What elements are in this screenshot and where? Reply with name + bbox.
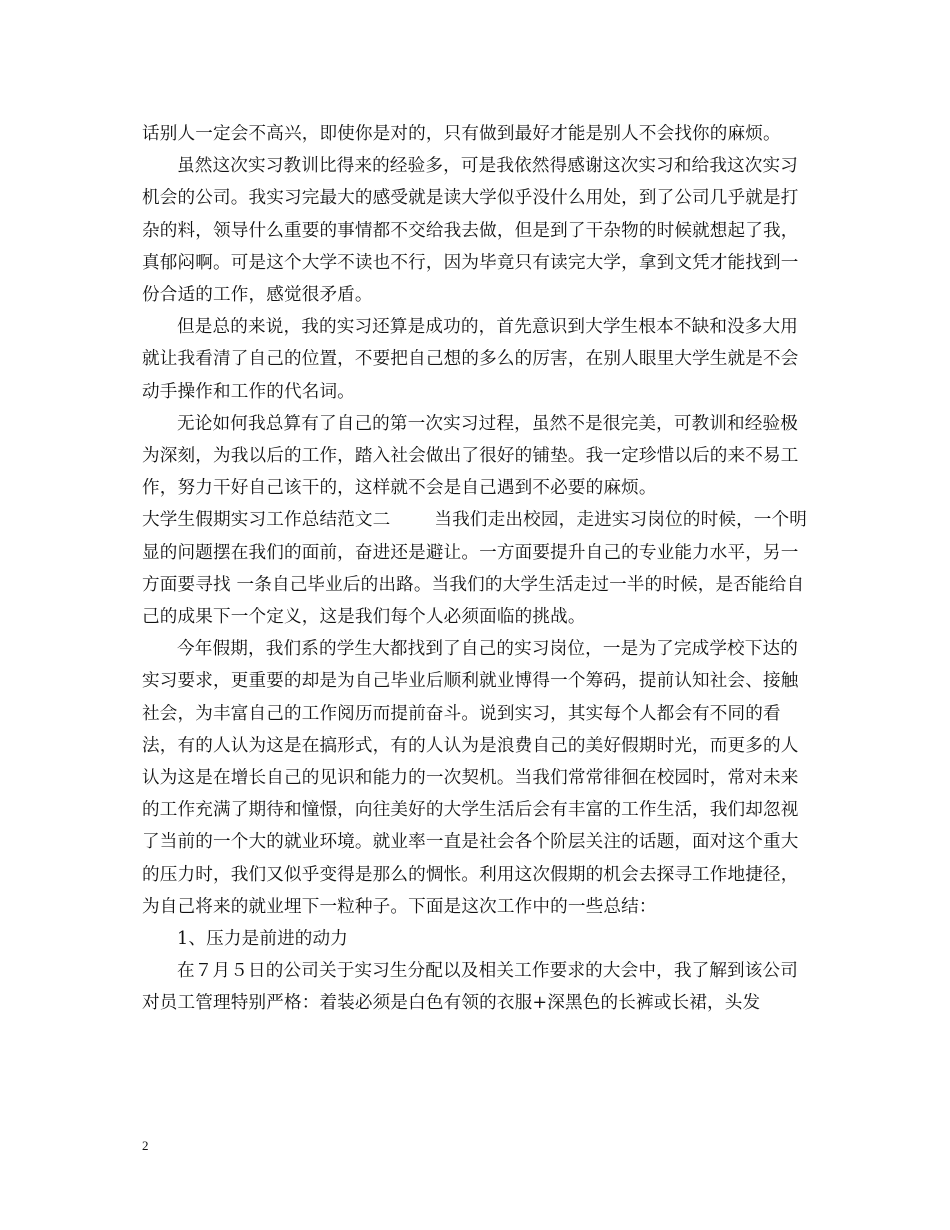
paragraph: 今年假期，我们系的学生大都找到了自己的实习岗位，一是为了完成学校下达的实习要求，更重要的却是为自己毕业后顺利就业博得一个筹码，提前认知社会、接触社会，为丰富自己的工作阅历而提前奋斗。说到实习，其实每个人都会有不同的看法，有的人认为这是在搞形式，有的人认为是浪费自己的美好假期时光，而更多的人认为这是在增长自己的见识和能力的一次契机。当我们常常徘徊在校园时，常对未来的工作充满了期待和憧憬，向往美好的大学生活后会有丰富的工作生活，我们却忽视了当前的一个大的就业环境。就业率一直是社会各个阶层关注的话题，面对这个重大的压力时，我们又似乎变得是那么的惆怅。利用这次假期的机会去探寻工作地捷径，为自己将来的就业埋下一粒种子。下面是这次工作中的一些总结：	[142, 639, 799, 917]
section-title: 大学生假期实习工作总结范文二	[142, 510, 391, 531]
paragraph: 但是总的来说，我的实习还算是成功的，首先意识到大学生根本不缺和没多大用就让我看清了自己的位置，不要把自己想的多么的厉害，在别人眼里大学生就是不会动手操作和工作的代名词。	[142, 317, 799, 402]
page-number: 2	[142, 1138, 149, 1153]
document-body	[142, 118, 812, 1020]
paragraph-continued: 话别人一定会不高兴，即使你是对的，只有做到最好才能是别人不会找你的麻烦。	[142, 124, 781, 144]
subheading: 1、压力是前进的动力	[177, 929, 349, 950]
paragraph: 无论如何我总算有了自己的第一次实习过程，虽然不是很完美，可教训和经验极为深刻，为我以后的工作，踏入社会做出了很好的铺垫。我一定珍惜以后的来不易工作，努力干好自己该干的，这样就不会是自己遇到不必要的麻烦。	[142, 413, 799, 499]
paragraph: 在７月５日的公司关于实习生分配以及相关工作要求的大会中，我了解到该公司对员工管理特别严格：着装必须是白色有领的衣服+深黑色的长裤或长裙，头发	[142, 961, 799, 1014]
section-paragraph	[142, 504, 812, 633]
paragraph: 虽然这次实习教训比得来的经验多，可是我依然得感谢这次实习和给我这次实习机会的公司。我实习完最大的感受就是读大学似乎没什么用处，到了公司几乎就是打杂的料，领导什么重要的事情都不交给我去做，但是到了干杂物的时候就想起了我，真郁闷啊。可是这个大学不读也不行，因为毕竟只有读完大学，拿到文凭才能找到一份合适的工作，感觉很矛盾。	[142, 156, 799, 306]
paragraph-text: 当我们走出校园，走进实习岗位的时候，一个明显的问题摆在我们的面前，奋进还是避让。一方面要提升自己的专业能力水平，另一方面要寻找 一条自己毕业后的出路。当我们的大学生活走过一半的时候，是否能给自己的成果下一个定义，这是我们每个人必须面临的挑战。	[142, 510, 808, 628]
